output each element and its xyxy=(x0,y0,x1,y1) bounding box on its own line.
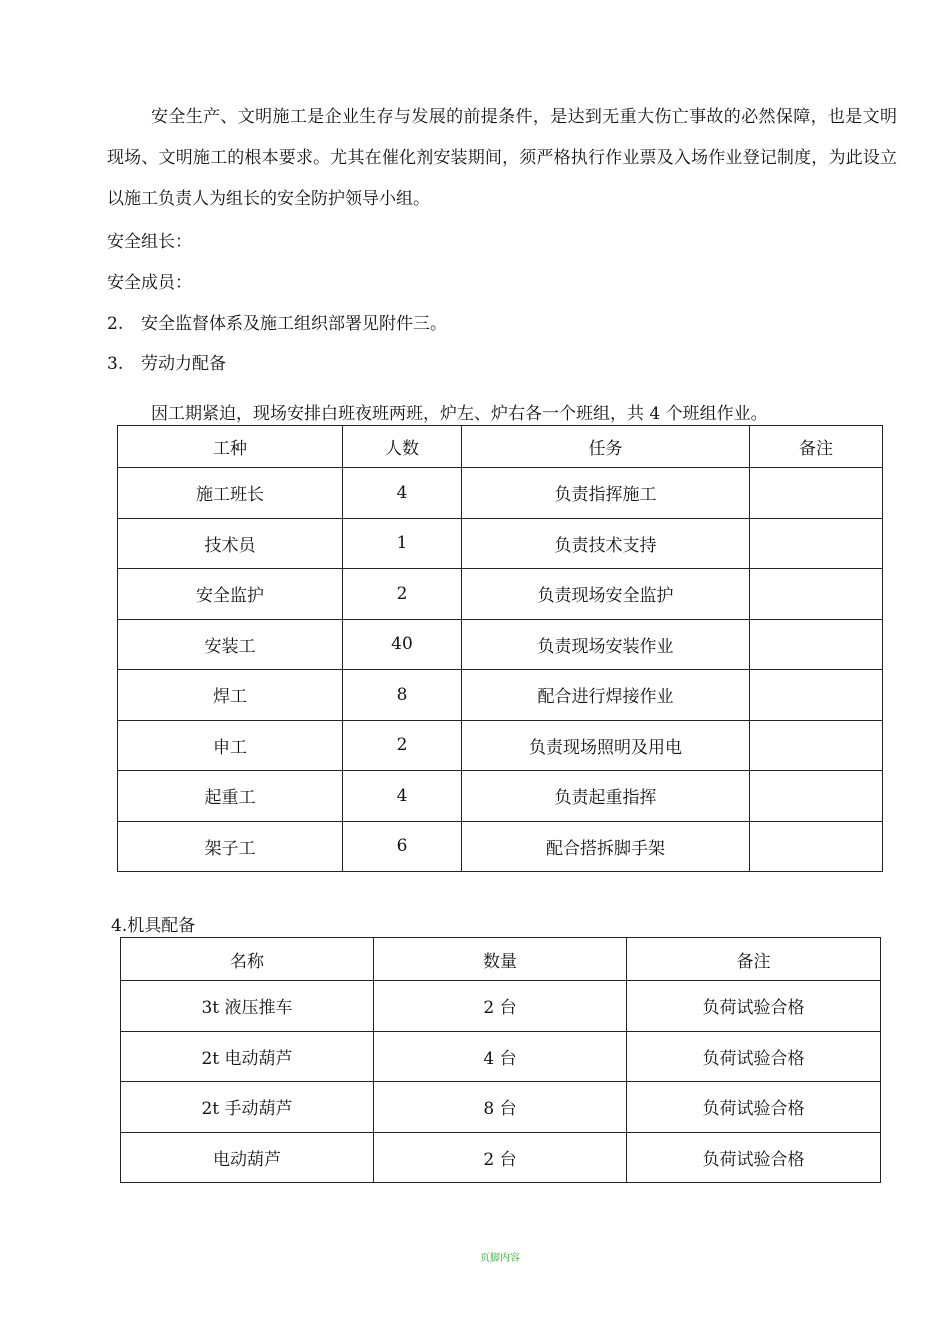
table-cell: 负责技术支持 xyxy=(462,518,750,569)
tools-caption: 4.机具配备 xyxy=(111,916,196,936)
table-header-cell: 工种 xyxy=(118,426,343,468)
table-cell: 配合搭拆脚手架 xyxy=(462,821,750,872)
table-header-cell: 名称 xyxy=(121,938,374,981)
table-cell: 安全监护 xyxy=(118,569,343,620)
table-header-cell: 人数 xyxy=(343,426,462,468)
list-item-number: 2. xyxy=(107,314,124,334)
table-row xyxy=(118,569,883,620)
table-cell: 焊工 xyxy=(118,670,343,721)
table-cell: 施工班长 xyxy=(118,468,343,519)
table-cell xyxy=(750,821,883,872)
table-row xyxy=(121,1082,881,1133)
table-cell xyxy=(750,569,883,620)
table-cell: 40 xyxy=(343,619,462,670)
table-header-cell: 数量 xyxy=(374,938,627,981)
table-row xyxy=(118,468,883,519)
list-item xyxy=(107,312,447,336)
table-cell: 2 xyxy=(343,720,462,771)
table-cell: 8 台 xyxy=(374,1082,627,1133)
table-row xyxy=(118,518,883,569)
table-row xyxy=(121,1031,881,1082)
table-row xyxy=(121,981,881,1032)
list-item-text: 安全监督体系及施工组织部署见附件三。 xyxy=(141,314,447,334)
table-row xyxy=(118,670,883,721)
table-cell: 8 xyxy=(343,670,462,721)
table-cell: 申工 xyxy=(118,720,343,771)
table-cell: 负荷试验合格 xyxy=(627,1132,881,1183)
list-item-text: 劳动力配备 xyxy=(141,354,226,374)
tools-table xyxy=(120,937,881,1183)
list-item-number: 3. xyxy=(107,354,124,374)
safety-members-label: 安全成员： xyxy=(107,273,192,293)
table-cell xyxy=(750,468,883,519)
table-cell: 2 台 xyxy=(374,1132,627,1183)
table-cell: 2t 电动葫芦 xyxy=(121,1031,374,1082)
table-cell: 负荷试验合格 xyxy=(627,1082,881,1133)
table-cell: 负责现场安装作业 xyxy=(462,619,750,670)
safety-leader-label: 安全组长： xyxy=(107,232,192,252)
labor-table xyxy=(117,425,883,872)
table-row xyxy=(118,720,883,771)
table-row xyxy=(118,821,883,872)
page-footer: 页脚内容 xyxy=(480,1253,520,1264)
list-item xyxy=(107,352,226,376)
table-cell: 4 台 xyxy=(374,1031,627,1082)
table-cell: 4 xyxy=(343,468,462,519)
table-cell xyxy=(750,670,883,721)
table-row xyxy=(121,1132,881,1183)
table-cell: 负荷试验合格 xyxy=(627,981,881,1032)
table-cell: 架子工 xyxy=(118,821,343,872)
table-cell xyxy=(750,518,883,569)
table-header-cell: 任务 xyxy=(462,426,750,468)
table-cell: 负责指挥施工 xyxy=(462,468,750,519)
table-cell: 电动葫芦 xyxy=(121,1132,374,1183)
table-cell: 负责现场照明及用电 xyxy=(462,720,750,771)
table-header-cell: 备注 xyxy=(627,938,881,981)
table-cell: 1 xyxy=(343,518,462,569)
table-cell: 技术员 xyxy=(118,518,343,569)
table-cell: 配合进行焊接作业 xyxy=(462,670,750,721)
table-cell: 负责起重指挥 xyxy=(462,771,750,822)
table-cell: 4 xyxy=(343,771,462,822)
table-cell: 6 xyxy=(343,821,462,872)
table-cell: 安装工 xyxy=(118,619,343,670)
table-cell: 负责现场安全监护 xyxy=(462,569,750,620)
table-cell: 2t 手动葫芦 xyxy=(121,1082,374,1133)
table-cell: 3t 液压推车 xyxy=(121,981,374,1032)
labor-caption: 因工期紧迫，现场安排白班夜班两班，炉左、炉右各一个班组，共 4 个班组作业。 xyxy=(151,404,768,424)
table-header-row xyxy=(121,938,881,981)
table-cell: 2 台 xyxy=(374,981,627,1032)
table-row xyxy=(118,771,883,822)
table-header-row xyxy=(118,426,883,468)
table-cell: 2 xyxy=(343,569,462,620)
table-header-cell: 备注 xyxy=(750,426,883,468)
table-row xyxy=(118,619,883,670)
table-cell: 负荷试验合格 xyxy=(627,1031,881,1082)
table-cell: 起重工 xyxy=(118,771,343,822)
intro-paragraph: 安全生产、文明施工是企业生存与发展的前提条件，是达到无重大伤亡事故的必然保障，也是文明现场、文明施工的根本要求。尤其在催化剂安装期间，须严格执行作业票及入场作业登记制度，为此设立以施工负责人为组长的安全防护领导小组。 xyxy=(107,107,897,209)
table-cell xyxy=(750,720,883,771)
table-cell xyxy=(750,771,883,822)
table-cell xyxy=(750,619,883,670)
